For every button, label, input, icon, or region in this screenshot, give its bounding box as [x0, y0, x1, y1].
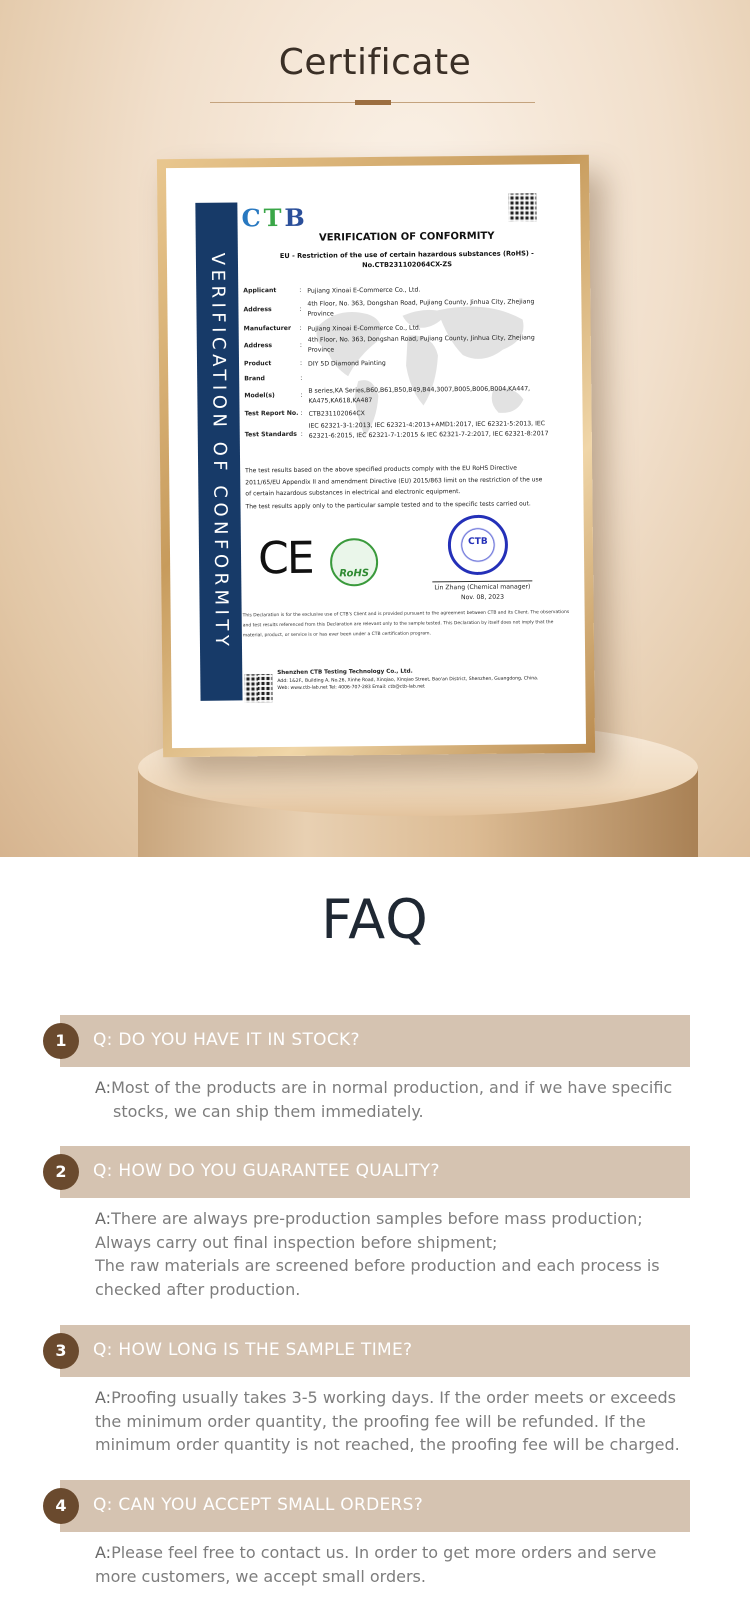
faq-number-badge: 2: [43, 1154, 79, 1190]
field-manufacturer: Manufacturer : Pujiang Xinoai E-Commerce Co., Ltd.: [243, 324, 421, 333]
certificate-subheading: EU - Restriction of the use of certain hazardous substances (RoHS) - No.CTB231102064CX-ZS: [279, 249, 534, 270]
faq-answer: A:Proofing usually takes 3-5 working days. If the order meets or exceeds the minimum order quantity, the proofing fee will be refunded. If the minimum order quantity is not reached, the proofing fee will be charged.: [95, 1388, 680, 1454]
faq-question: Q: CAN YOU ACCEPT SMALL ORDERS?: [93, 1495, 424, 1515]
ce-mark-icon: CE: [257, 532, 313, 585]
faq-title: FAQ: [321, 888, 429, 951]
faq-question: Q: DO YOU HAVE IT IN STOCK?: [93, 1030, 360, 1050]
compliance-statement: The test results based on the above specified products comply with the EU RoHS Directive 2011/65/EU Appendix II and amendment Directive (EU) 2015/863 limit on the restriction of the use of certain hazardous substances in electrical and electronic equipment.: [245, 464, 543, 498]
side-banner-text: VERIFICATION OF CONFORMITY: [206, 252, 233, 651]
faq-answer: A:There are always pre-production samples before mass production; Always carry out final inspection before shipment; The raw materials are screened before production and each process is checked after production.: [95, 1209, 660, 1299]
qr-code-icon: [244, 674, 272, 702]
signer-name: Lin Zhang (Chemical manager): [434, 583, 531, 592]
section-title: Certificate: [278, 42, 472, 83]
field-report-no: Test Report No. : CTB231102064CX: [244, 409, 365, 418]
disclaimer-text: This Declaration is for the exclusive use of CTB's Client and is provided pursuant to the agreement between CTB and its Client. The observations and test results referenced from this Declaration are relevant only to the sample tested. This Declaration by itself does not imply that the material, product, or service is or has ever been under a CTB certification program.: [242, 609, 570, 639]
company-address: Add: 1&2F., Building A, No.26, Xinhe Road, Xinqiao, Xinqiao Street, Bao'an District, Shenzhen, Guangdong, China.: [277, 675, 539, 684]
faq-answer: A:Please feel free to contact us. In order to get more orders and serve more customers, we accept small orders.: [95, 1543, 657, 1586]
company-contact: Web: www.ctb-lab.net Tel: 4006-707-283 Email: ctb@ctb-lab.net: [277, 684, 425, 692]
field-test-standards: Test Standards : IEC 62321-3-1:2013, IEC 62321-4:2013+AMD1:2017, IEC 62321-5:2013, IEC 62321-6:2015, IEC 62321-7-1:2015 & IEC 62321-7-2:2017, IEC 62321-8:2017: [244, 420, 549, 440]
faq-answer: A:Most of the products are in normal production, and if we have specific stocks, we can ship them immediately.: [95, 1078, 673, 1121]
rohs-mark: RoHS: [339, 568, 370, 580]
signer-block: [422, 582, 542, 603]
faq-question: Q: HOW DO YOU GUARANTEE QUALITY?: [93, 1161, 440, 1181]
seal-text: CTB: [468, 536, 488, 548]
field-manufacturer-address: Address : 4th Floor, No. 363, Dongshan Road, Pujiang County, Jinhua City, Zhejiang Province: [243, 334, 535, 354]
field-brand: Brand :: [244, 374, 303, 383]
field-address: Address : 4th Floor, No. 363, Dongshan Road, Pujiang County, Jinhua City, Zhejiang Province: [243, 298, 535, 318]
faq-question: Q: HOW LONG IS THE SAMPLE TIME?: [93, 1340, 413, 1360]
certificate-frame: [157, 155, 595, 757]
field-models: Model(s) : B series,KA Series,B60,B61,B50,B49,B44,3007,B005,B006,B004,KA447, KA475,KA618,KA487: [244, 385, 531, 405]
company-name: Shenzhen CTB Testing Technology Co., Ltd.: [277, 668, 413, 677]
company-info: [277, 667, 577, 693]
ctb-logo: CTB: [241, 202, 308, 233]
certificate-fields: [243, 284, 573, 440]
field-applicant: Applicant : Pujiang Xinoai E-Commerce Co., Ltd.: [243, 286, 421, 295]
scope-statement: The test results apply only to the particular sample tested and to the specific tests carried out.: [245, 500, 531, 511]
sign-date: Nov. 08, 2023: [460, 593, 505, 602]
certificate-document: [166, 164, 586, 748]
certificate-heading: VERIFICATION OF CONFORMITY: [318, 230, 495, 244]
faq-number-badge: 1: [43, 1023, 79, 1059]
title-divider-accent: [355, 100, 391, 105]
qr-code-icon: [508, 193, 536, 221]
faq-number-badge: 4: [43, 1488, 79, 1524]
field-product: Product : DIY 5D Diamond Painting: [243, 359, 386, 368]
faq-number-badge: 3: [43, 1333, 79, 1369]
